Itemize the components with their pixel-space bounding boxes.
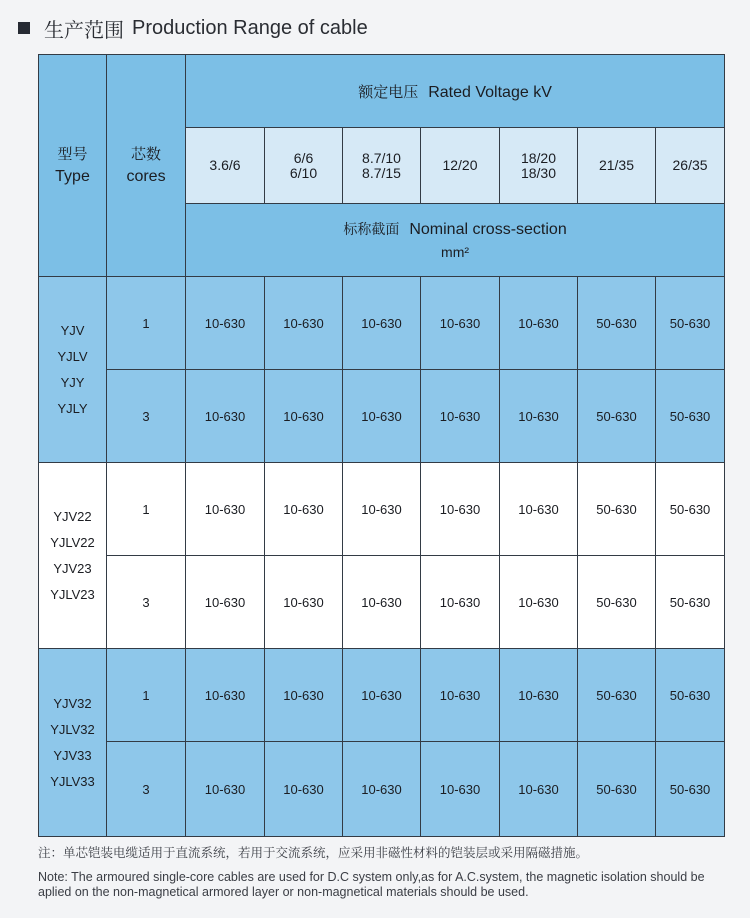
range-cell: 10-630 [186,742,265,837]
type-group: YJV YJLV YJY YJLY [39,277,107,463]
note-cn: 注：单芯铠装电缆适用于直流系统，若用于交流系统，应采用非磁性材料的铠装层或采用隔磁措施。 [38,846,589,860]
cores-cell: 3 [107,556,186,649]
note-en: Note: The armoured single-core cables are used for D.C system only,as for A.C.system, the magnetic isolation should be aplied on the non-magnetical armored layer or non-magnetical materials should be used. [38,869,705,899]
range-cell: 10-630 [500,277,578,370]
range-cell: 50-630 [578,649,656,742]
range-cell: 10-630 [421,277,500,370]
range-cell: 10-630 [343,277,421,370]
range-cell: 10-630 [186,277,265,370]
range-cell: 10-630 [265,463,343,556]
range-cell: 10-630 [500,742,578,837]
range-cell: 10-630 [343,649,421,742]
voltage-cell: 26/35 [656,128,725,204]
type-group: YJV32 YJLV32 YJV33 YJLV33 [39,649,107,837]
cores-cell: 3 [107,370,186,463]
range-cell: 50-630 [578,370,656,463]
voltage-cell: 6/6 6/10 [265,128,343,204]
title-cn: 生产范围 [44,19,124,42]
page-title [18,14,368,42]
range-cell: 50-630 [656,742,725,837]
voltage-cell: 21/35 [578,128,656,204]
range-cell: 10-630 [343,370,421,463]
type-header: 型号 Type [39,55,107,277]
range-cell: 10-630 [421,463,500,556]
range-cell: 10-630 [186,463,265,556]
voltage-cell: 18/20 18/30 [500,128,578,204]
range-cell: 10-630 [500,649,578,742]
rated-voltage-header: 额定电压 Rated Voltage kV [186,55,725,128]
range-cell: 10-630 [186,649,265,742]
cross-section-header: 标称截面 Nominal cross-section mm² [186,204,725,277]
cores-cell: 1 [107,277,186,370]
range-cell: 10-630 [421,742,500,837]
range-cell: 10-630 [343,742,421,837]
range-cell: 50-630 [656,649,725,742]
range-cell: 50-630 [578,556,656,649]
range-cell: 50-630 [578,742,656,837]
voltage-cell: 8.7/10 8.7/15 [343,128,421,204]
range-cell: 10-630 [265,649,343,742]
production-range-table [38,54,725,837]
range-cell: 50-630 [656,277,725,370]
notes [38,846,728,901]
range-cell: 10-630 [186,556,265,649]
voltage-cell: 12/20 [421,128,500,204]
range-cell: 50-630 [656,370,725,463]
range-cell: 50-630 [656,463,725,556]
range-cell: 10-630 [500,463,578,556]
range-cell: 10-630 [421,370,500,463]
voltage-cell: 3.6/6 [186,128,265,204]
range-cell: 10-630 [186,370,265,463]
range-cell: 10-630 [500,556,578,649]
range-cell: 10-630 [265,277,343,370]
range-cell: 50-630 [656,556,725,649]
range-cell: 10-630 [500,370,578,463]
range-cell: 10-630 [343,556,421,649]
cores-cell: 1 [107,463,186,556]
square-bullet-icon [18,22,30,34]
cores-header: 芯数 cores [107,55,186,277]
range-cell: 10-630 [421,649,500,742]
cores-cell: 1 [107,649,186,742]
range-cell: 50-630 [578,463,656,556]
title-en: Production Range of cable [132,16,368,39]
range-cell: 10-630 [265,742,343,837]
range-cell: 10-630 [265,556,343,649]
range-cell: 10-630 [343,463,421,556]
range-cell: 50-630 [578,277,656,370]
type-group: YJV22 YJLV22 YJV23 YJLV23 [39,463,107,649]
range-cell: 10-630 [421,556,500,649]
cores-cell: 3 [107,742,186,837]
range-cell: 10-630 [265,370,343,463]
